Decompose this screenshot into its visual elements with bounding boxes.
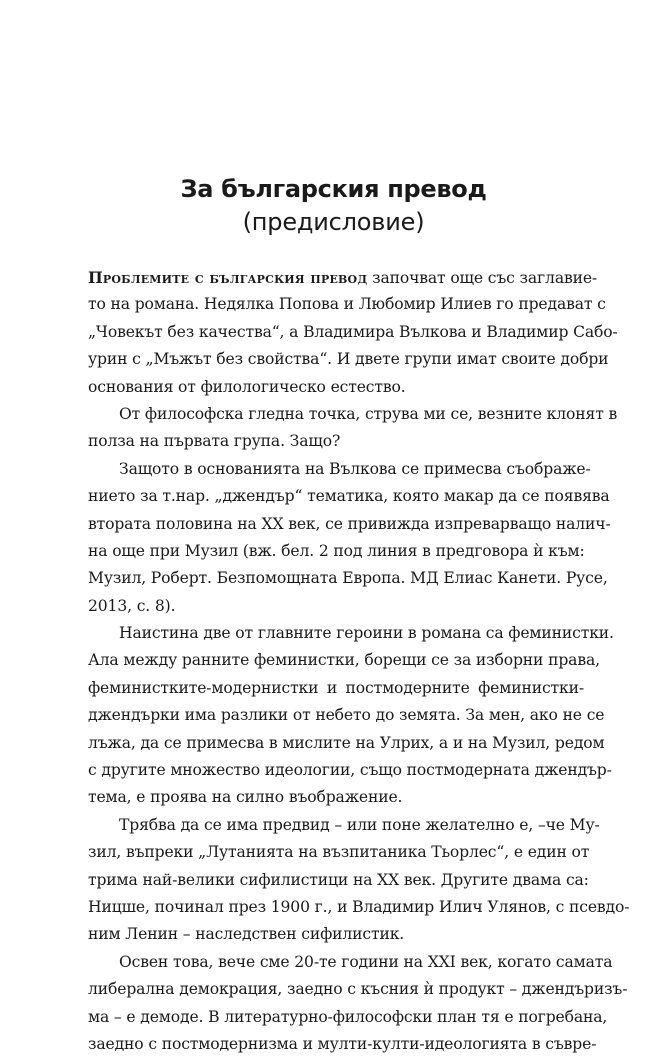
text-line: 2013, с. 8). (88, 596, 176, 615)
text-line: феминистките-модернистки и постмодерните феминистки- (88, 678, 584, 697)
text-line: джендърки има разлики от небето до земята. За мен, ако не се (88, 706, 605, 725)
text-line: либерална демокрация, заедно с късния ѝ продукт – джендъризъ- (88, 980, 628, 999)
text-line-content: започват още със заглавие- (367, 269, 598, 287)
text-line: зил, въпреки „Лутанията на възпитаника Тьорлес“, е един от (88, 843, 590, 862)
chapter-title: За българския превод (180, 175, 487, 203)
text-line: заедно с постмодернизма и мулти-култи-идеологията в съвре- (88, 1034, 597, 1053)
text-line: Ала между ранните феминистки, борещи се за изборни права, (88, 651, 600, 670)
text-line: лъжа, да се примесва в мислите на Улрих, а и на Музил, редом (88, 733, 605, 752)
body-text (88, 264, 630, 1058)
text-line: то на романа. Недялка Попова и Любомир Илиев го предават с (88, 295, 606, 314)
text-line: Ницше, починал през 1900 г., и Владимир Илич Улянов, с псевдо- (88, 897, 630, 916)
text-line: трима най-велики сифилистици на ХХ век. Другите двама са: (88, 870, 589, 889)
lead-in-smallcaps: Проблемите с българския превод (88, 268, 368, 287)
text-line: с другите множество идеологии, също постмодерната джендър- (88, 761, 612, 780)
text-line: Защото в основанията на Вълкова се примесва съображе- (119, 459, 591, 478)
text-line: полза на първата група. Защо? (88, 432, 341, 451)
text-line: урин с „Мъжът без свойства“. И двете групи имат своите добри (88, 350, 609, 369)
text-line: втората половина на ХХ век, се привижда изпреварващо налич- (88, 514, 611, 533)
text-line: основания от филологическо естество. (88, 377, 406, 396)
text-line: Трябва да се има предвид – или поне желателно е, –че Му- (119, 815, 600, 834)
text-line: на още при Музил (вж. бел. 2 под линия в предговора ѝ към: (88, 541, 585, 560)
text-line: ним Ленин – наследствен сифилистик. (88, 925, 405, 944)
text-line: От философска гледна точка, струва ми се, везните клонят в (119, 404, 618, 423)
text-line: нието за т.нар. „джендър“ тематика, която макар да се появява (88, 487, 610, 506)
text-line (88, 264, 598, 291)
text-line: „Човекът без качества“, а Владимира Вълкова и Владимир Сабо- (88, 322, 618, 341)
text-line: Наистина две от главните героини в романа са феминистки. (119, 624, 614, 643)
chapter-subtitle: (предисловие) (242, 208, 425, 236)
text-line: Музил, Роберт. Безпомощната Европа. МД Елиас Канети. Русе, (88, 569, 608, 588)
text-line: Освен това, вече сме 20-те години на ХХI век, когато самата (119, 952, 613, 971)
text-line: ма – е демоде. В литературно-философски план тя е погребана, (88, 1007, 608, 1026)
text-line: тема, е проява на силно въображение. (88, 788, 403, 807)
